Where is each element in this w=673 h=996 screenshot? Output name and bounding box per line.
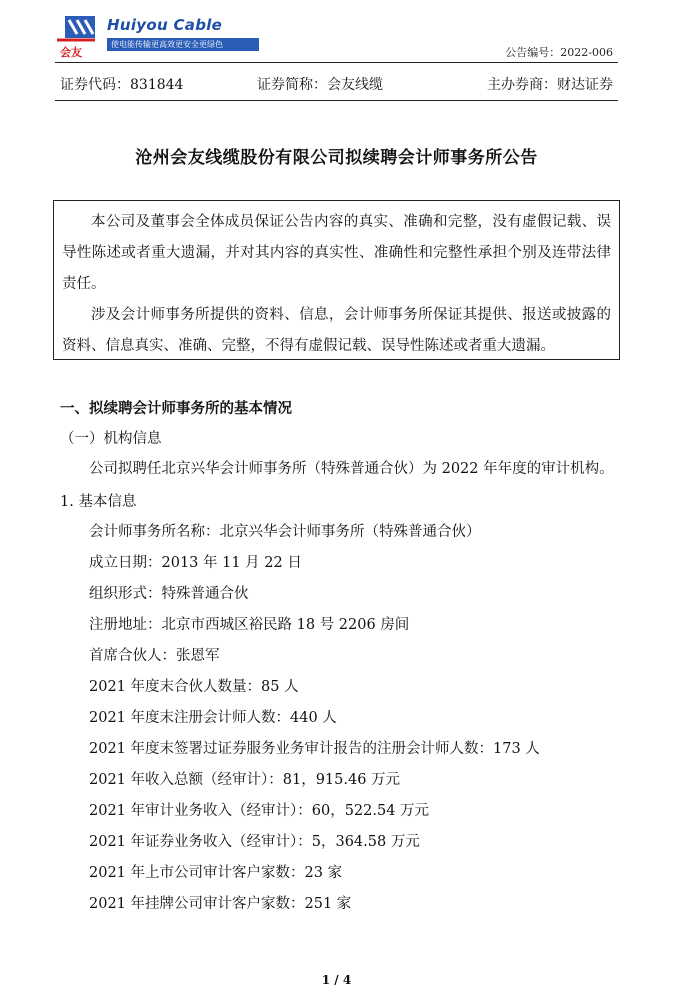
info-item-firm-name: 会计师事务所名称：北京兴华会计师事务所（特殊普通合伙）: [89, 524, 481, 540]
disclaimer-box: [53, 200, 620, 360]
section-heading: 一、拟续聘会计师事务所的基本情况: [60, 401, 292, 417]
security-code: 证券代码：831844: [60, 77, 184, 93]
logo-slogan: 使电能传输更高效更安全更绿色: [107, 38, 259, 51]
securities-divider: [55, 100, 618, 101]
page-number: 1 / 4: [321, 973, 352, 987]
info-item-address: 注册地址：北京市西城区裕民路 18 号 2206 房间: [89, 617, 410, 633]
basic-info-heading: 1. 基本信息: [60, 494, 137, 510]
logo-chinese-name: 会友: [60, 46, 82, 59]
intro-paragraph: 公司拟聘任北京兴华会计师事务所（特殊普通合伙）为 2022 年年度的审计机构。: [89, 461, 614, 477]
info-item-quoted-clients: 2021 年挂牌公司审计客户家数：251 家: [89, 896, 352, 912]
info-item-securities-revenue: 2021 年证券业务收入（经审计）：5，364.58 万元: [89, 834, 420, 850]
info-item-chief-partner: 首席合伙人：张恩军: [89, 648, 220, 664]
company-logo: [55, 14, 223, 59]
info-item-cpas: 2021 年度末注册会计师人数：440 人: [89, 710, 337, 726]
info-item-audit-revenue: 2021 年审计业务收入（经审计）：60，522.54 万元: [89, 803, 430, 819]
security-short-name: 证券简称：会友线缆: [257, 77, 383, 93]
logo-brand-name: Huiyou Cable: [107, 16, 223, 34]
info-item-partners: 2021 年度末合伙人数量：85 人: [89, 679, 299, 695]
header-divider: [55, 62, 618, 63]
securities-info-row: [60, 74, 613, 94]
document-title: 沧州会友线缆股份有限公司拟续聘会计师事务所公告: [135, 148, 538, 168]
main-content: [60, 394, 615, 920]
disclaimer-paragraph-1: 本公司及董事会全体成员保证公告内容的真实、准确和完整，没有虚假记载、误导性陈述或者重大遗漏，并对其内容的真实性、准确性和完整性承担个别及连带法律责任。: [62, 214, 611, 292]
info-item-securities-cpas: 2021 年度末签署过证券服务业务审计报告的注册会计师人数：173 人: [89, 741, 540, 757]
info-item-listed-clients: 2021 年上市公司审计客户家数：23 家: [89, 865, 343, 881]
info-item-established: 成立日期：2013 年 11 月 22 日: [89, 555, 302, 571]
sponsor-broker: 主办券商：财达证券: [487, 77, 613, 93]
announcement-number: 公告编号：2022-006: [505, 46, 613, 59]
info-item-org-form: 组织形式：特殊普通合伙: [89, 586, 249, 602]
disclaimer-paragraph-2: 涉及会计师事务所提供的资料、信息，会计师事务所保证其提供、报送或披露的资料、信息真实、准确、完整，不得有虚假记载、误导性陈述或者重大遗漏。: [62, 307, 611, 354]
subsection-heading: （一）机构信息: [60, 431, 162, 447]
info-item-total-revenue: 2021 年收入总额（经审计）：81，915.46 万元: [89, 772, 401, 788]
